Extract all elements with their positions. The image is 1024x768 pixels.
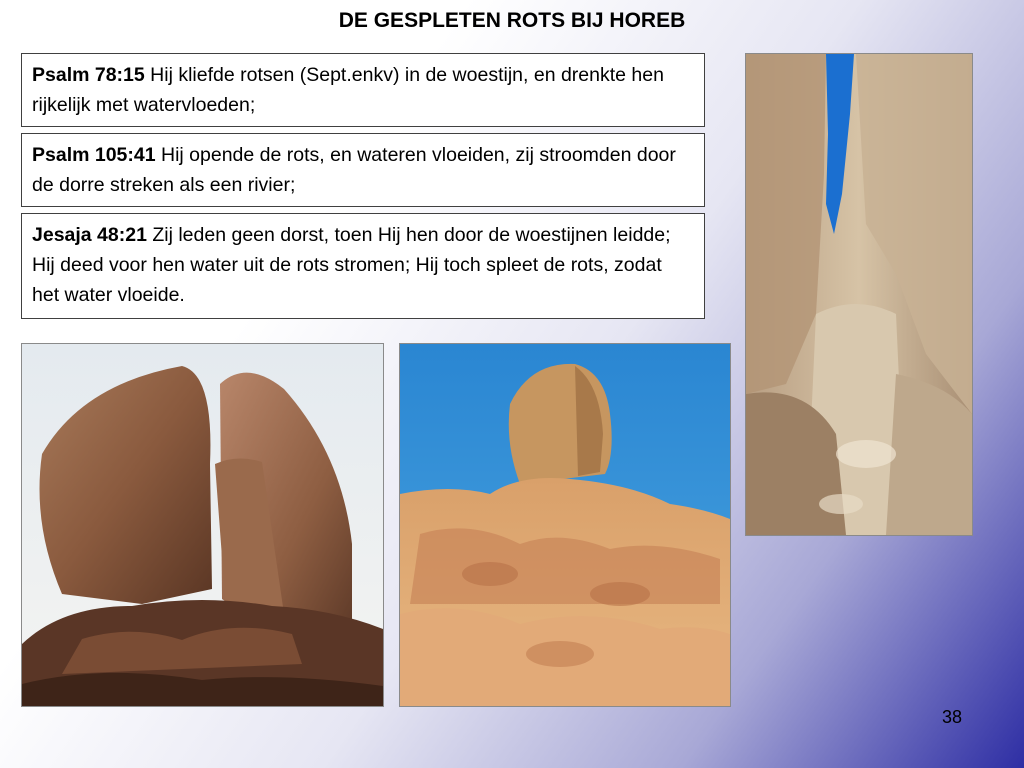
- verse-text: Zij leden geen dorst, toen Hij hen door de woestijnen leidde; Hij deed voor hen water uit de rots stromen; Hij toch spleet de rots, zodat het water vloeide.: [32, 224, 671, 306]
- verse-reference: Jesaja 48:21: [32, 224, 147, 246]
- rock-crevice-photo: [745, 53, 973, 536]
- rock-on-hill-photo: [399, 343, 731, 707]
- page-number: 38: [941, 707, 962, 727]
- slide-title: DE GESPLETEN ROTS BIJ HOREB: [338, 9, 686, 32]
- verse-text: Hij opende de rots, en wateren vloeiden, zij stroomden door de dorre streken als een rivier;: [32, 144, 676, 196]
- verse-box-jesaja-48: [21, 213, 705, 319]
- split-rock-photo: [21, 343, 384, 707]
- rock-on-hill-image: [400, 344, 730, 706]
- verse-reference: Psalm 105:41: [32, 144, 156, 166]
- verse-text: Hij kliefde rotsen (Sept.enkv) in de woestijn, en drenkte hen rijkelijk met watervloeden;: [32, 64, 664, 116]
- verse-box-psalm-105: [21, 133, 705, 207]
- verse-reference: Psalm 78:15: [32, 64, 145, 86]
- verse-box-psalm-78: [21, 53, 705, 127]
- split-rock-image: [22, 344, 383, 706]
- rock-crevice-image: [746, 54, 972, 535]
